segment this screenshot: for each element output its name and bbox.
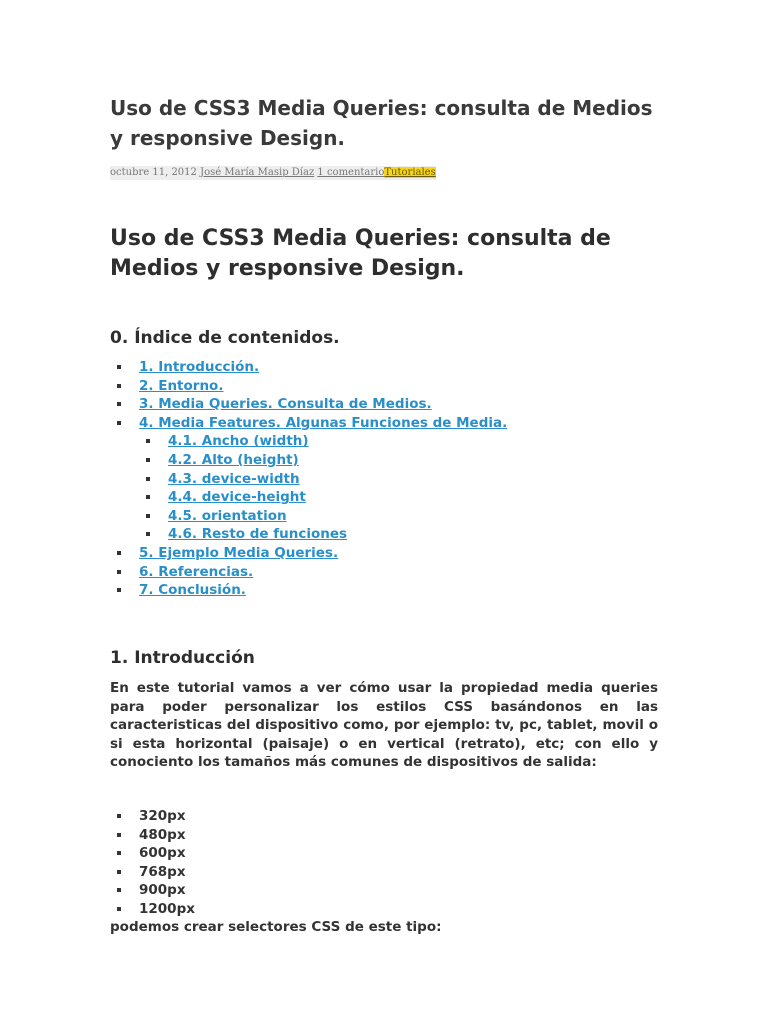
post-title: Uso de CSS3 Media Queries: consulta de Medios y responsive Design. bbox=[110, 96, 653, 150]
toc-item bbox=[110, 395, 507, 414]
comments-link[interactable]: 1 comentario bbox=[317, 167, 385, 178]
list-item: 900px bbox=[110, 881, 195, 900]
toc-link-alto[interactable]: 4.2. Alto (height) bbox=[168, 451, 299, 468]
toc-item bbox=[110, 414, 507, 433]
intro-heading: 1. Introducción bbox=[110, 648, 255, 668]
toc-link-introduccion[interactable]: 1. Introducción. bbox=[139, 359, 260, 375]
toc-item bbox=[110, 563, 507, 582]
toc-heading: 0. Índice de contenidos. bbox=[110, 328, 340, 348]
entry-title: Uso de CSS3 Media Queries: consulta de Medios y responsive Design. bbox=[110, 226, 611, 281]
closing-paragraph: podemos crear selectores CSS de este tipo: bbox=[110, 919, 442, 935]
list-item: 480px bbox=[110, 826, 195, 845]
toc-link-media-features[interactable]: 4. Media Features. Algunas Funciones de Media. bbox=[139, 414, 508, 431]
post-date: octubre 11, 2012 bbox=[110, 167, 197, 178]
device-sizes-list bbox=[110, 807, 195, 919]
toc-link-ejemplo[interactable]: 5. Ejemplo Media Queries. bbox=[139, 544, 339, 561]
toc-subitem bbox=[110, 507, 507, 526]
toc-item bbox=[110, 377, 507, 396]
list-item: 320px bbox=[110, 807, 195, 826]
intro-paragraph: En este tutorial vamos a ver cómo usar la propiedad media queries para poder personalizar los estilos CSS basándonos en las caracteristicas del dispositivo como, por ejemplo: tv, pc, tablet, movil o si esta horizontal (paisaje) o en vertical (retrato), etc; con ello y conociento los tamaños más comunes de dispositivos de salida: bbox=[110, 680, 658, 771]
list-item: 768px bbox=[110, 863, 195, 882]
toc-item bbox=[110, 544, 507, 563]
toc-subitem bbox=[110, 488, 507, 507]
table-of-contents bbox=[110, 358, 507, 600]
author-link[interactable]: José María Masip Díaz bbox=[200, 167, 315, 178]
toc-subitem bbox=[110, 525, 507, 544]
toc-link-referencias[interactable]: 6. Referencias. bbox=[139, 563, 254, 580]
toc-subitem bbox=[110, 432, 507, 451]
post-meta-bar bbox=[110, 166, 436, 180]
list-item: 1200px bbox=[110, 900, 195, 919]
category-tag-link[interactable]: Tutoriales bbox=[384, 167, 436, 178]
toc-item bbox=[110, 358, 507, 377]
toc-subitem bbox=[110, 451, 507, 470]
toc-link-device-height[interactable]: 4.4. device-height bbox=[168, 489, 306, 506]
list-item: 600px bbox=[110, 844, 195, 863]
toc-link-conclusion[interactable]: 7. Conclusión. bbox=[139, 582, 246, 599]
toc-link-entorno[interactable]: 2. Entorno. bbox=[139, 377, 224, 394]
toc-link-media-queries[interactable]: 3. Media Queries. Consulta de Medios. bbox=[139, 396, 432, 413]
toc-link-resto-funciones[interactable]: 4.6. Resto de funciones bbox=[168, 526, 348, 543]
toc-link-orientation[interactable]: 4.5. orientation bbox=[168, 507, 287, 524]
toc-item bbox=[110, 581, 507, 600]
toc-subitem bbox=[110, 470, 507, 489]
toc-link-device-width[interactable]: 4.3. device-width bbox=[168, 470, 300, 487]
toc-link-ancho[interactable]: 4.1. Ancho (width) bbox=[168, 433, 309, 450]
